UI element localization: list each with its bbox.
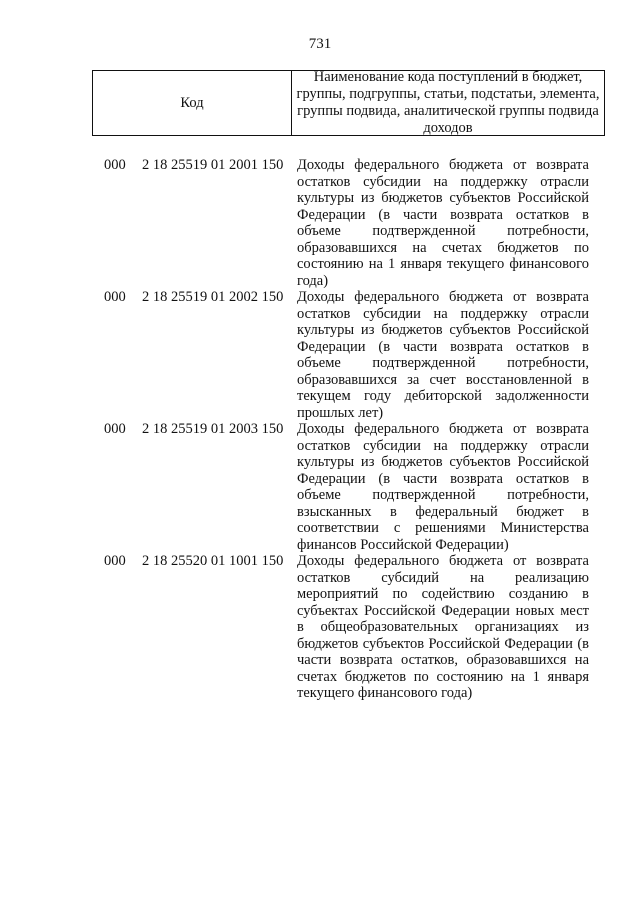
table-row xyxy=(0,157,640,289)
table-row xyxy=(0,289,640,421)
row-description: Доходы федерального бюджета от возврата остатков субсидий на реализацию мероприятий по содействию созданию в субъектах Российской Федерации новых мест в общеобразовательных организациях из бюджетов субъектов Российской Федерации (в части возврата остатков, образовавшихся на счетах бюджетов по состоянию на 1 января текущего финансового года) xyxy=(297,553,589,701)
header-code-label: Код xyxy=(93,71,292,135)
row-income-code: 2 18 25520 01 1001 150 xyxy=(142,553,284,569)
row-description: Доходы федерального бюджета от возврата остатков субсидии на поддержку отрасли культуры из бюджетов субъектов Российской Федерации (в части возврата остатков в объеме подтвержденной потребности, образовавшихся на счетах бюджетов по состоянию на 1 января текущего финансового года) xyxy=(297,157,589,289)
row-admin-code: 000 xyxy=(104,289,126,305)
header-name-label: Наименование кода поступлений в бюджет, группы, подгруппы, статьи, подстатьи, элемента, группы подвида, аналитической группы подвида доходов xyxy=(296,69,600,136)
row-income-code: 2 18 25519 01 2001 150 xyxy=(142,157,284,173)
row-admin-code: 000 xyxy=(104,421,126,437)
row-description: Доходы федерального бюджета от возврата остатков субсидии на поддержку отрасли культуры из бюджетов субъектов Российской Федерации (в части возврата остатков в объеме подтвержденной потребности, взысканных в федеральный бюджет в соответствии с решениями Министерства финансов Российской Федерации) xyxy=(297,421,589,553)
table-row xyxy=(0,553,640,702)
page-number: 731 xyxy=(308,36,332,52)
table-header xyxy=(92,70,605,136)
row-admin-code: 000 xyxy=(104,553,126,569)
row-admin-code: 000 xyxy=(104,157,126,173)
income-code-list xyxy=(0,157,640,702)
row-income-code: 2 18 25519 01 2002 150 xyxy=(142,289,284,305)
row-income-code: 2 18 25519 01 2003 150 xyxy=(142,421,284,437)
table-row xyxy=(0,421,640,553)
row-description: Доходы федерального бюджета от возврата остатков субсидии на поддержку отрасли культуры из бюджетов субъектов Российской Федерации (в части возврата остатков в объеме подтвержденной потребности, образовавшихся за счет восстановленной в текущем году дебиторской задолженности прошлых лет) xyxy=(297,289,589,421)
